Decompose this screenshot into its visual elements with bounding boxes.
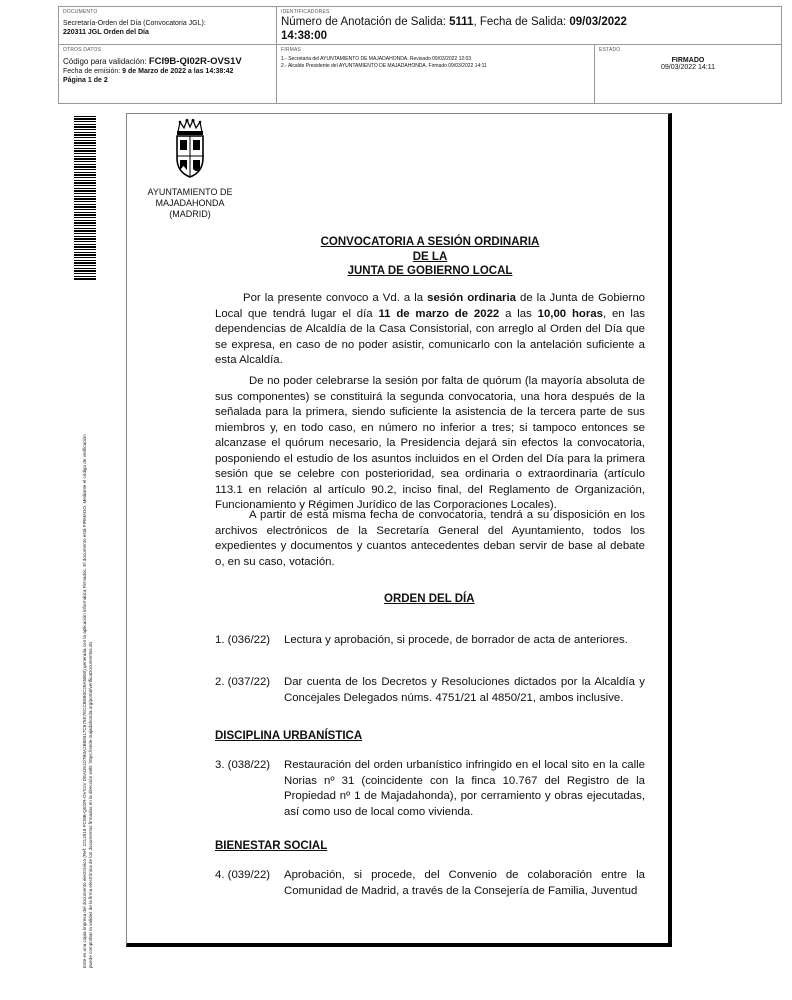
p1-date: 11 de marzo de 2022 — [378, 307, 500, 320]
anotacion-line — [281, 15, 777, 29]
document-title — [215, 235, 645, 279]
item-4-text: Aprobación, si procede, del Convenio de colaboración entre la Comunidad de Madrid, a través de la Consejería de Familia, Juventud — [284, 869, 645, 897]
estado-label: ESTADO — [599, 47, 621, 53]
item-2-text: Dar cuenta de los Decretos y Resoluciones dictados por la Alcaldía y Concejales Delegados núms. 4751/21 al 4850/21, ambos inclusive. — [284, 676, 645, 704]
p1-text-e: a las — [499, 307, 538, 320]
barcode — [74, 116, 96, 281]
section-disciplina-urbanistica: DISCIPLINA URBANÍSTICA — [215, 730, 363, 742]
title-line-1: CONVOCATORIA A SESIÓN ORDINARIA — [320, 236, 540, 248]
emision-value: 9 de Marzo de 2022 a las 14:38:42 — [122, 68, 234, 75]
estado-date: 09/03/2022 14:11 — [661, 64, 715, 71]
firmas-cell — [277, 45, 595, 103]
firma-1: 1.- Secretaria del AYUNTAMIENTO DE MAJADAHONDA. Revisado 09/03/2022 12:03 — [281, 56, 472, 62]
codigo-prefix: Código para validación: — [63, 57, 149, 66]
anotacion-time: 14:38:00 — [281, 30, 328, 42]
item-1-number: 1. (036/22) — [215, 634, 271, 646]
title-line-2: DE LA — [412, 250, 448, 263]
codigo-validacion — [63, 56, 272, 67]
p1-sesion: sesión ordinaria — [427, 292, 516, 304]
emision-prefix: Fecha de emisión: — [63, 68, 123, 75]
anotacion-mid: , Fecha de Salida: — [473, 16, 570, 28]
anotacion-number: 5111 — [449, 16, 474, 28]
paragraph-convocatoria — [215, 291, 645, 369]
letterhead-line1: AYUNTAMIENTO DE — [147, 187, 233, 197]
paragraph-disposicion: A partir de esta misma fecha de convocatoria, tendrá a su disposición en los archivos electrónicos de la Secretaría General del Ayuntamiento, todos los expedientes y documentos y cuantos antecedentes deban servir de base al debate o, en su caso, votación. — [215, 509, 645, 568]
firmas-label: FIRMAS — [281, 47, 302, 53]
section-bienestar-social: BIENESTAR SOCIAL — [215, 840, 328, 852]
documento-cell — [59, 7, 277, 45]
verification-side-text — [82, 278, 94, 968]
documento-line1: Secretaría-Orden del Día (Convocatoria JGL): — [63, 20, 206, 27]
p1-text-a: Por la presente convoco a Vd. a la — [243, 292, 428, 304]
p1-text-c: de la Junta de Gobierno Local que tendrá lugar el día — [215, 292, 645, 320]
title-line-3: JUNTA DE GOBIERNO LOCAL — [347, 265, 513, 277]
letterhead-line3: (MADRID) — [169, 209, 211, 219]
item-1-text: Lectura y aprobación, si procede, de borrador de acta de anteriores. — [284, 634, 628, 646]
documento-label: DOCUMENTO — [63, 9, 98, 15]
document-metadata-header — [58, 6, 782, 104]
coat-of-arms-icon — [172, 118, 208, 180]
otros-datos-cell — [59, 45, 277, 103]
estado-cell — [595, 45, 781, 103]
anotacion-prefix: Número de Anotación de Salida: — [281, 16, 450, 28]
verification-line-1: Este es una copia impresa del documento electrónico (Ref: 2212918 FCI9B-QI02R-OVS1V DEAD51D7B0A2B89317C675E7ECC8EB0C28A5B50) generada con la aplicación informática Firmadoc. El documento está FIRMADO. Mediante el código de verificación — [82, 434, 87, 968]
documento-line2: 220311 JGL Orden del Día — [63, 29, 149, 36]
identificadores-cell — [277, 7, 781, 45]
firma-2: 2.- Alcalde Presidente del AYUNTAMIENTO DE MAJADAHONDA. Firmado 09/03/2022 14:11 — [281, 63, 487, 69]
paragraph-quorum: De no poder celebrarse la sesión por falta de quórum (la mayoría absoluta de sus componentes) se constituirá la segunda convocatoria, una hora después de la señalada para la primera, siendo suficiente la asistencia de la tercera parte de sus miembros y, en todo caso, en número no inferior a tres; si tampoco entonces se alcanzase el quórum necesario, la Presidencia dejará sin efectos la convocatoria, posponiendo el estudio de los asuntos incluidos en el Orden del Día para la primera sesión que se celebre con posterioridad, sea ordinaria o extraordinaria (artículo 113.1 en relación al artículo 90.2, inciso final, del Reglamento de Organización, Funcionamiento y Régimen Jurídico de las Corporaciones Locales). — [215, 375, 645, 511]
item-3-number: 3. (038/22) — [215, 759, 271, 771]
item-2-number: 2. (037/22) — [215, 676, 271, 688]
p1-time: 10,00 horas — [537, 307, 603, 320]
letterhead-line2: MAJADAHONDA — [155, 198, 225, 208]
estado-value: FIRMADO — [671, 57, 705, 64]
otros-datos-label: OTROS DATOS — [63, 47, 102, 53]
item-3-text: Restauración del orden urbanístico infringido en el local sito en la calle Norias nº 31 (coincidente con la finca 10.767 del Registro de la Propiedad nº 1 de Majadahonda), por cerramiento y obras ejecutadas, así como uso de local como vivienda. — [284, 759, 645, 818]
item-4-number: 4. (039/22) — [215, 869, 271, 881]
codigo-value: FCI9B-QI02R-OVS1V — [148, 56, 242, 67]
verification-line-2: puede comprobar la validez de la firma electrónica de los documentos firmados en la dirección web: https://sede.majadahonda.org/portal/verificaDocumentos.do — [88, 641, 93, 968]
page-number: Página 1 de 2 — [63, 77, 108, 84]
fecha-emision — [63, 67, 272, 76]
identificadores-label: IDENTIFICADORES — [281, 9, 330, 15]
orden-del-dia-title: ORDEN DEL DÍA — [384, 593, 475, 605]
anotacion-date: 09/03/2022 — [569, 16, 627, 28]
p1-text-g: , en las dependencias de Alcaldía de la Casa Consistorial, con arreglo al Orden del Día que se expresa, en caso de no poder asistir, comunicarlo con la antelación suficiente a esta Alcaldía. — [215, 307, 645, 366]
letterhead — [130, 187, 250, 220]
